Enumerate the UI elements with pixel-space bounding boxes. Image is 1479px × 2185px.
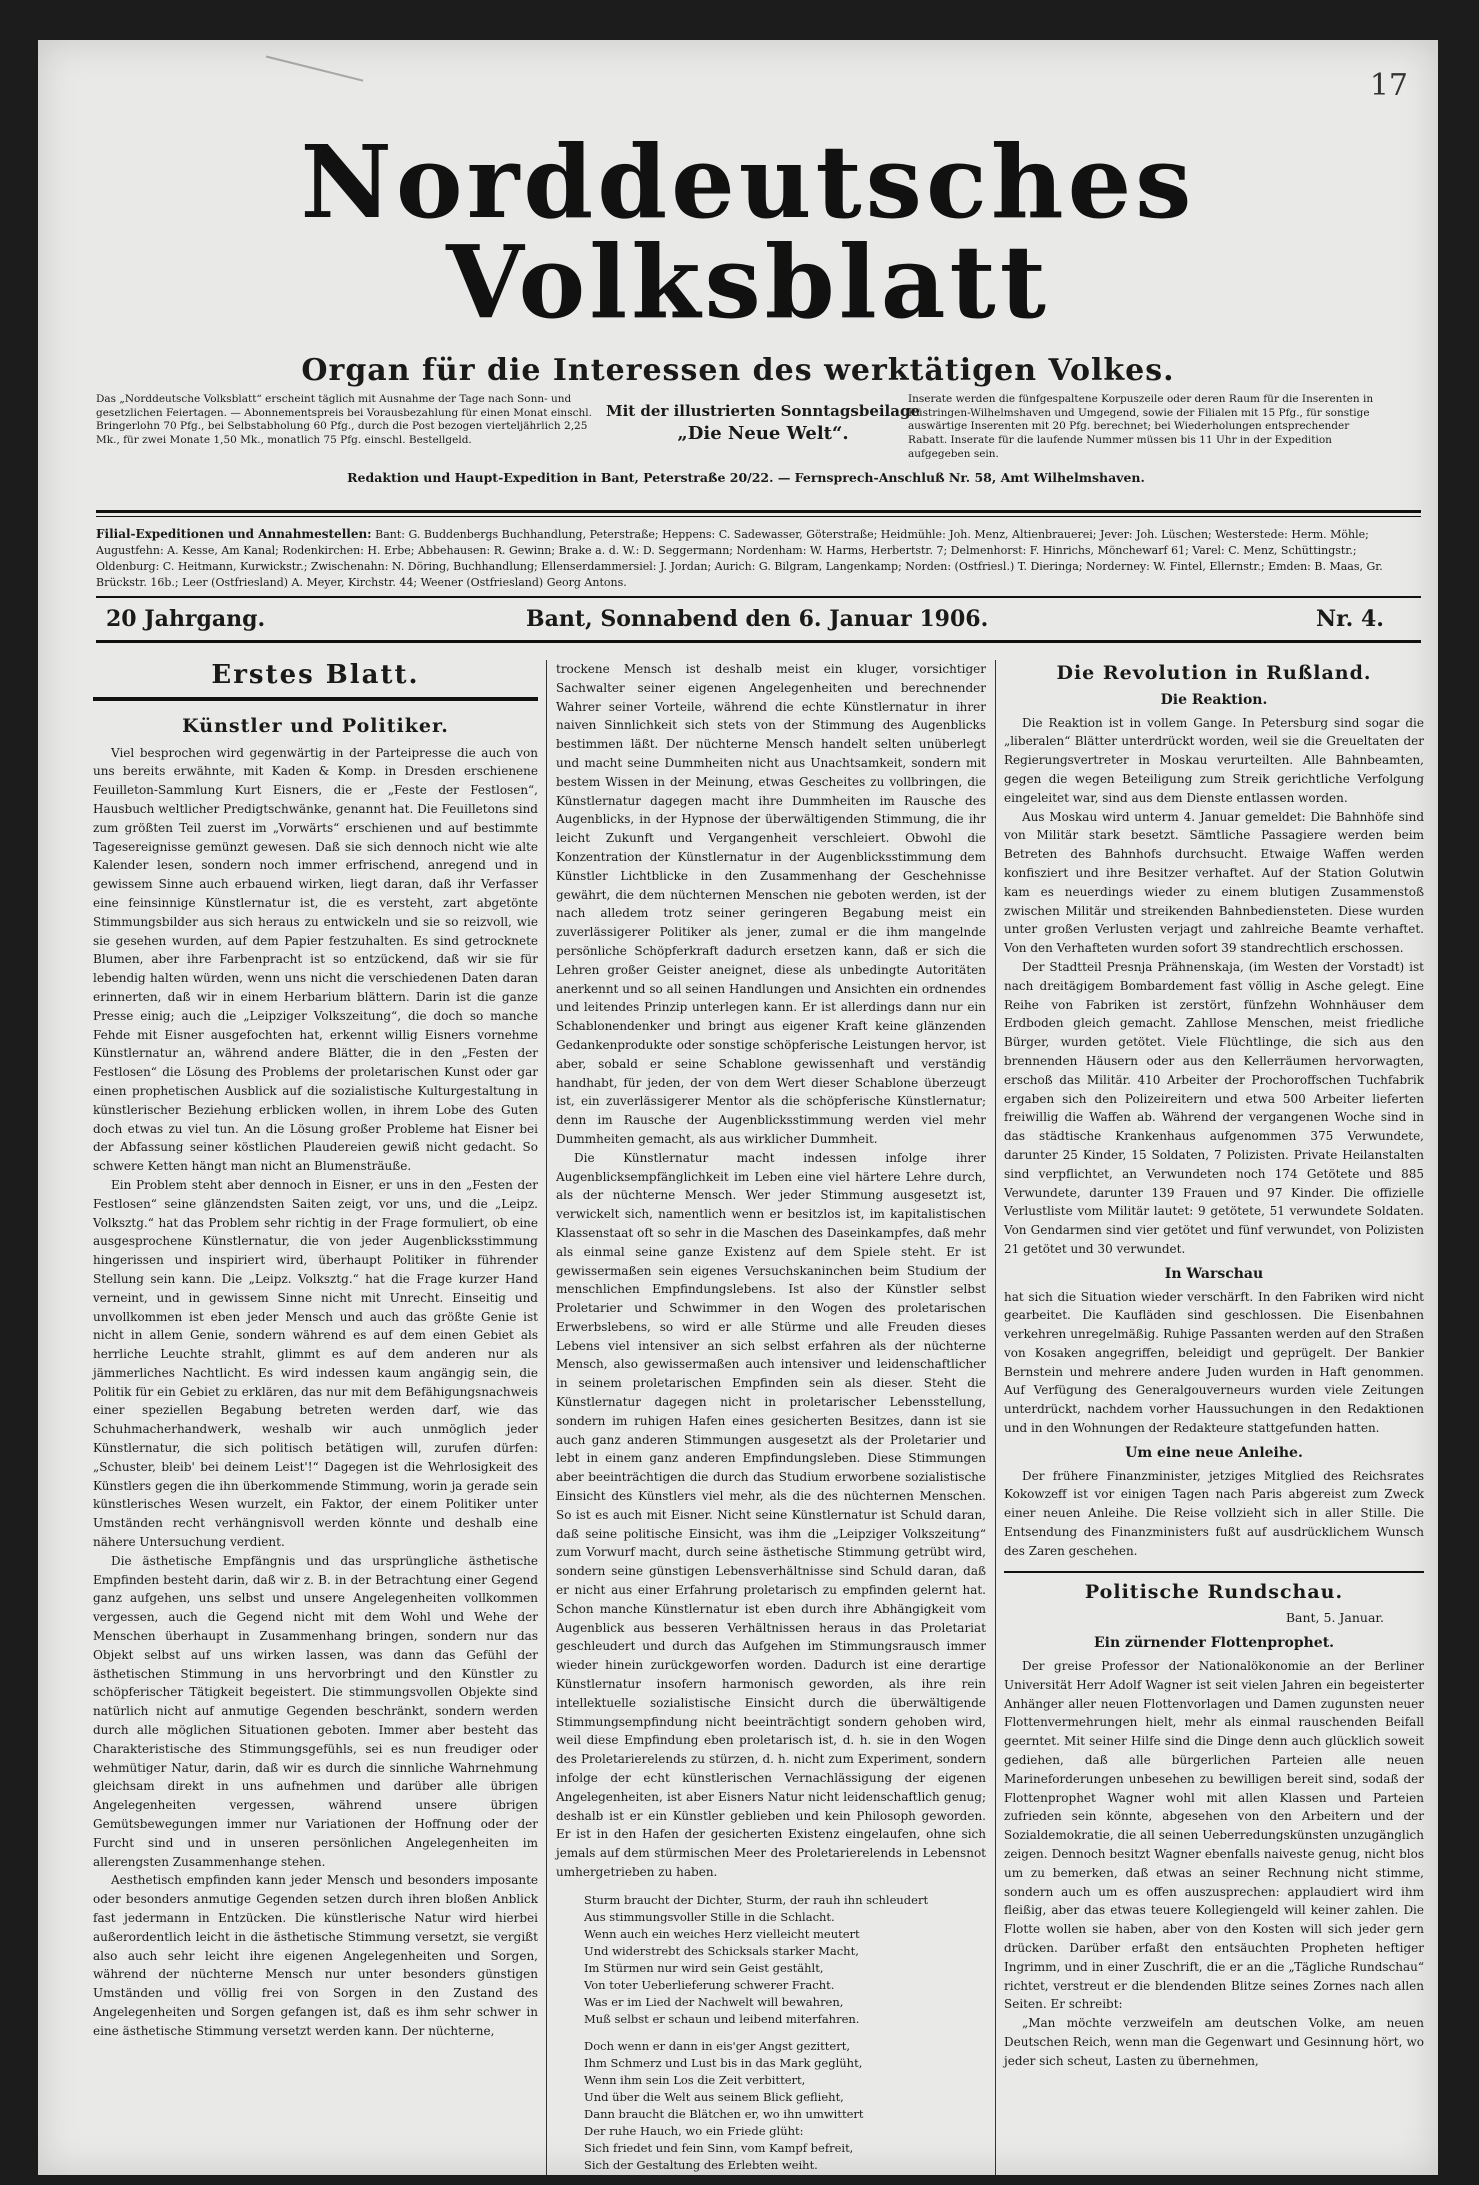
poem-line: Ihm Schmerz und Lust bis in das Mark geglüht, xyxy=(584,2055,863,2070)
article-title: Künstler und Politiker. xyxy=(182,714,449,737)
poem-line: Der ruhe Hauch, wo ein Friede glüht: xyxy=(584,2123,804,2138)
paragraph: trockene Mensch ist deshalb meist ein kluger, vorsichtiger Sachwalter seiner eigenen Angelegenheiten und berechnender Wahrer seiner Vorteile, während die echte Künstlernatur in ihrer naiven Sinnlichkeit sich stets von der Stimmung des Augenblicks bestimmen läßt. Der nüchterne Mensch handelt selten unüberlegt und macht seine Dummheiten nicht aus Unachtsamkeit, sondern mit bestem Wissen in der Meinung, etwas Gescheites zu vollbringen, die Künstlernatur dagegen macht ihre Dummheiten im Rausche des Augenblicks, in der Hypnose der überwältigenden Stimmung, die ihr leicht Zukunft und Vergangenheit verschleiert. Obwohl die Konzentration der Künstlernatur in der Augenblicksstimmung dem Künstler Lichtblicke in den Zusammenhang der Geschehnisse gewährt, die dem nüchternen Menschen nie geboten werden, ist der nach alledem trotz seiner geringeren Begabung meist ein zuverlässigerer Politiker als jener, zumal er die ihm mangelnde persönliche Schöpferkraft dadurch ersetzen kann, daß er sich die Lehren großer Geister aneignet, diese als unbedingte Autoritäten anerkennt und so all seinen Handlungen und Ansichten ein ordnendes und leitendes Prinzip unterlegen kann. Er ist allerdings dann nur ein Schablonendenker und bringt aus eigener Kraft keine glänzenden Gedankenprodukte oder sonstige schöpferische Leistungen hervor, ist aber, sobald er seine Schablone gewissenhaft und verständig handhabt, für jeden, der von dem Wert dieser Schablone überzeugt ist, ein zuverlässigerer Mentor als die schöpferische Künstlernatur; denn im Rausche der Augenblicksstimmung werden viel mehr Dummheiten gemacht, als aus wirklicher Dummheit. xyxy=(556,662,986,1146)
column-2 xyxy=(556,660,986,2174)
paragraph: „Man möchte verzweifeln am deutschen Volke, am neuen Deutschen Reich, wenn man die Gegenwart und Gesinnung hört, wo jeder sich scheut, Lasten zu übernehmen, xyxy=(1004,2016,1424,2068)
poem-line: Was er im Lied der Nachwelt will bewahren, xyxy=(584,1994,844,2009)
poem-line: Im Stürmen nur wird sein Geist gestählt, xyxy=(584,1960,824,1975)
poem-line: Dann braucht die Blätchen er, wo ihn umwittert xyxy=(584,2106,864,2121)
poem-line: Und widerstrebt des Schicksals starker Macht, xyxy=(584,1943,859,1958)
supplement-line: Mit der illustrierten Sonntagsbeilage xyxy=(605,402,921,420)
paragraph: Der Stadtteil Presnja Prähnenskaja, (im Westen der Vorstadt) ist nach dreitägigem Bombardement fast völlig in Asche gelegt. Eine Reihe von Fabriken ist zerstört, fünfzehn Wohnhäuser dem Erdboden gleich gemacht. Zahllose Menschen, meist friedliche Bürger, wurden getötet. Viele Flüchtlinge, die sich aus den brennenden Häusern oder aus den Kellerräumen hervorwagten, erschoß das Militär. 410 Arbeiter der Prochoroffschen Tuchfabrik ergaben sich den Polizeireitern und etwa 500 Arbeiter lieferten freiwillig die Waffen ab. Während der vergangenen Woche sind in das städtische Krankenhaus aufgenommen 375 Verwundete, darunter 25 Kinder, 15 Soldaten, 7 Polizisten. Private Heilanstalten sind verpflichtet, an Verwundeten noch 174 Getötete und 885 Verwundete, darunter 139 Frauen und 97 Kinder. Die offizielle Verlustliste vom Militär lautet: 9 getötete, 51 verwundete Soldaten. Von Gendarmen sind vier getötet und fünf verwundet, von Polizisten 21 getötet und 30 verwundet. xyxy=(1004,959,1424,1256)
filial-list xyxy=(96,526,1416,591)
paragraph: Die Künstlernatur macht indessen infolge ihrer Augenblicksempfänglichkeit im Leben eine viel härtere Lehre durch, als der nüchterne Mensch. Wer jeder Stimmung ausgesetzt ist, verwickelt sich, namentlich wenn er besitzlos ist, im kapitalistischen Klassenstaat oft so sehr in die Maschen des Daseinkampfes, daß mehr als einmal seine ganze Existenz auf dem Spiele steht. Er ist gewissermaßen sein eigenes Versuchskaninchen beim Studium der menschlichen Empfindungslebens. Ist also der Künstler selbst Proletarier und Schwimmer in den Wogen des proletarischen Erwerbslebens, so wird er alle Stürme und alle Freuden dieses Lebens viel intensiver an sich selbst erfahren als der nüchterne Mensch, also gewissermaßen auch intensiver und leidenschaftlicher in seinem proletarischen Empfinden sein als dieser. Steht die Künstlernatur dagegen nicht in proletarischer Lebensstellung, sondern im ruhigen Hafen eines gesicherten Besitzes, dann ist sie auch ganz anderen Stimmungen ausgesetzt als der Proletarier und lebt in einem ganz anderen Empfindungsleben. Diese Stimmungen aber beeinträchtigen die durch das Studium erworbene sozialistische Einsicht des Künstlers viel mehr, als die des nüchternen Menschen. So ist es auch mit Eisner. Nicht seine Künstlernatur ist Schuld daran, daß seine politische Einsicht, was ihm die „Leipziger Volkszeitung“ zum Vorwurf macht, durch seine ästhetische Stimmung getrübt wird, sondern seine günstigen Lebensverhältnisse sind Schuld daran, daß er nicht aus einer Erfahrung proletarisch zu empfinden gelernt hat. Schon manche Künstlernatur ist eben durch ihre Abhängigkeit vom Augenblick aus besseren Verhältnissen heraus in das Proletariat geschleudert und durch das Aufgehen im Stimmungsrausch immer wieder hinein zurückgeworfen worden. Dadurch ist eine derartige Künstlernatur insofern harmonisch geworden, als ihre rein intellektuelle sozialistische Einsicht durch die überwältigende Stimmungsempfindung nicht beeinträchtigt sondern gehoben wird, weil diese Empfindung eben proletarisch ist, d. h. sie in den Wogen des Proletarierelends zu stürzen, d. h. nicht zum Experiment, sondern infolge der echt künstlerischen Vernachlässigung der eigenen Angelegenheiten, ist aber Eisners Natur nicht leidenschaftlich genug; deshalb ist er ein Künstler geblieben und kein Philosoph geworden. Er ist in den Hafen der gesicherten Existenz eingelaufen, ohne sich jemals auf dem stürmischen Meer des Proletarierelends in Lebensnot umhergetrieben zu haben. xyxy=(556,1150,986,1879)
masthead-subtitle: Organ für die Interessen des werktätigen Volkes. xyxy=(301,353,1175,388)
column-divider-2 xyxy=(995,660,996,2175)
subheading-flottenprophet: Ein zürnender Flottenprophet. xyxy=(1093,1635,1335,1652)
rule-dateline-bottom xyxy=(96,640,1421,643)
column-1 xyxy=(93,660,538,2041)
poem xyxy=(584,1892,986,2174)
subheading-anleihe: Um eine neue Anleihe. xyxy=(1125,1444,1303,1461)
issue-number: Nr. 4. xyxy=(1316,606,1384,632)
section-rule xyxy=(1004,1571,1424,1573)
dateplace: Bant, 5. Januar. xyxy=(1285,1610,1384,1626)
poem-line: Sich der Gestaltung des Erlebten weiht. xyxy=(584,2157,818,2172)
supplement-name: „Die Neue Welt“. xyxy=(677,422,849,444)
column-divider-1 xyxy=(546,660,547,2175)
poem-line: Und über die Welt aus seinem Blick geflieht, xyxy=(584,2089,844,2104)
filial-label: Filial-Expeditionen und Annahmestellen: xyxy=(96,527,372,541)
rule-top xyxy=(96,510,1421,513)
rule-top-thin xyxy=(96,516,1421,517)
supplement-info xyxy=(583,402,943,445)
revolution-heading: Die Revolution in Rußland. xyxy=(1056,662,1372,684)
newspaper-page xyxy=(38,40,1438,2175)
page-number: 17 xyxy=(1369,68,1408,103)
paragraph: Die ästhetische Empfängnis und das ursprüngliche ästhetische Empfinden besteht darin, daß wir z. B. in der Betrachtung einer Gegend ganz aufgehen, uns selbst und unsere Angelegenheiten vollkommen vergessen, auch die Gegend nicht mit dem Wohl und Wehe der Menschen überhaupt in Zusammenhang bringen, sondern nur das Objekt selbst auf uns wirken lassen, was dann das Gefühl der ästhetischen Stimmung in uns hervorbringt und den Künstler zu schöpferischer Tätigkeit begeistert. Die stimmungsvollen Objekte sind natürlich nicht auf anmutige Gegenden beschränkt, sondern werden durch alle möglichen Situationen geboten. Immer aber besteht das Charakteristische des Stimmungsgefühls, sei es nun freudiger oder wehmütiger Natur, darin, daß wir es durch die sinnliche Wahrnehmung gleichsam direkt in uns aufnehmen und darüber alle übrigen Angelegenheiten vergessen, während unsere übrigen Gemütsbewegungen immer nur Variationen der Hoffnung oder der Furcht sind und in unseren persönlichen Angelegenheiten im allerengsten Zusammenhange stehen. xyxy=(93,1553,538,1869)
poem-line: Sturm braucht der Dichter, Sturm, der rauh ihn schleudert xyxy=(584,1892,929,1907)
poem-line: Sich friedet und fein Sinn, vom Kampf befreit, xyxy=(584,2140,854,2155)
paragraph: hat sich die Situation wieder verschärft. In den Fabriken wird nicht gearbeitet. Die Kaufläden sind geschlossen. Die Eisenbahnen verkehren unregelmäßig. Ruhige Passanten werden auf den Straßen von Kosaken angegriffen, beleidigt und geprügelt. Der Bankier Bernstein und mehrere andere Juden wurden in Haft genommen. Auf Verfügung des Generalgouverneurs wurden viele Zeitungen unterdrückt, nachdem vorher Haussuchungen in den Redaktionen und in den Wohnungen der Redakteure stattgefunden hatten. xyxy=(1004,1289,1424,1436)
subheading-reaktion: Die Reaktion. xyxy=(1160,691,1268,708)
paragraph: Ein Problem steht aber dennoch in Eisner, er uns in den „Festen der Festlosen“ seine glänzendsten Saiten zeigt, vor uns, und die „Leipz. Volksztg.“ hat das Problem sehr richtig in der Frage formuliert, ob eine ausgesprochene Künstlernatur, die von jeder Augenblicksstimmung hingerissen und inspiriert wird, überhaupt Politiker in führender Stellung sein kann. Die „Leipz. Volksztg.“ hat die Frage kurzer Hand verneint, und in gewissem Sinne nicht mit Unrecht. Einseitig und unvollkommen ist eben jeder Mensch und auch das größte Genie ist nicht in allem Genie, sondern während es auf dem einen Gebiet als herrliche Leuchte strahlt, glimmt es auf dem anderen nur als jämmerliches Nachtlicht. Es wird indessen kaum angängig sein, die Politik für ein Gebiet zu erklären, das nur mit dem Befähigungsnachweis einer speziellen Begabung betreten werden darf, wie das Schuhmacherhandwerk, weshalb wir auch unmöglich jeder Künstlernatur, die sich politisch betätigen will, zurufen dürfen: „Schuster, bleib' bei deinem Leist'!“ Dagegen ist die Wehrlosigkeit des Künstlers gegen die ihn überkommende Stimmung, worin ja gerade sein künstlerisches Wesen wurzelt, ein Faktor, der einem Politiker unter Umständen recht verhängnisvoll werden könnte und deshalb eine nähere Untersuchung verdient. xyxy=(93,1177,538,1550)
paragraph: Der frühere Finanzminister, jetziges Mitglied des Reichsrates Kokowzeff ist vor einigen Tagen nach Paris abgereist zum Zweck einer neuen Anleihe. Die Reise vollzieht sich in aller Stille. Die Entsendung des Finanzministers fußt auf ausdrücklichem Wunsch des Zaren geschehen. xyxy=(1004,1468,1424,1558)
subscription-info: Das „Norddeutsche Volksblatt“ erscheint täglich mit Ausnahme der Tage nach Sonn- und gesetzlichen Feiertagen. — Abonnementspreis bei Vorausbezahlung für einen Monat einschl. Bringerlohn 70 Pfg., bei Selbstabholung 60 Pfg., durch die Post bezogen vierteljährlich 2,25 Mk., für zwei Monate 1,50 Mk., monatlich 75 Pfg. einschl. Bestellgeld. xyxy=(96,393,592,446)
rule-dateline-top xyxy=(96,596,1421,598)
column-3 xyxy=(1004,660,1424,2071)
paragraph: Die Reaktion ist in vollem Gange. In Petersburg sind sogar die „liberalen“ Blätter unterdrückt worden, weil sie die Greueltaten der Regierungsvertreter in Moskau verurteilten. Alle Bahnbeamten, gegen die wegen Beteiligung zum Streik gerichtliche Verfolgung eingeleitet war, sind aus dem Dienste entlassen worden. xyxy=(1004,715,1424,805)
filial-text: Bant: G. Buddenbergs Buchhandlung, Peterstraße; Heppens: C. Sadewasser, Göterstraße; Heidmühle: Joh. Menz, Altienbrauerei; Jever: Joh. Lüschen; Westerstede: Herm. Möhle; Augustfehn: A. Kesse, Am Kanal; Rodenkirchen: H. Erbe; Abbehausen: R. Gewinn; Brake a. d. W.: D. Seggermann; Nordenham: W. Harms, Herbertstr. 7; Delmenhorst: F. Hinrichs, Mönchewarf 61; Varel: C. Menz, Schüttingstr.; Oldenburg: C. Heitmann, Kurwickstr.; Zwischenahn: N. Döring, Buchhandlung; Ellenserdammersiel: J. Jordan; Aurich: G. Bilgram, Langenkamp; Norden: (Ostfriesl.) T. Dieringa; Norderney: W. Fintel, Ellernstr.; Emden: B. Maas, Gr. Brückstr. 16b.; Leer (Ostfriesland) A. Meyer, Kirchstr. 44; Weener (Ostfriesland) Georg Antons. xyxy=(96,528,1383,590)
ink-mark xyxy=(266,40,370,82)
poem-line: Wenn auch ein weiches Herz vielleicht meutert xyxy=(584,1926,860,1941)
poem-line: Muß selbst er schaun und leibend miterfahren. xyxy=(584,2011,860,2026)
section-heading: Erstes Blatt. xyxy=(211,660,420,690)
redaktion-line: Redaktion und Haupt-Expedition in Bant, Peterstraße 20/22. — Fernsprech-Anschluß Nr. 58, Amt Wilhelmshaven. xyxy=(347,470,1145,485)
stanza-gap xyxy=(584,2028,986,2038)
jahrgang: 20 Jahrgang. xyxy=(106,606,266,632)
masthead-title: Norddeutsches Volksblatt xyxy=(300,123,1196,341)
paragraph: Aesthetisch empfinden kann jeder Mensch und besonders imposante oder besonders anmutige Gegenden setzen durch ihren bloßen Anblick fast jedermann in Entzücken. Die künstlerische Natur wird hierbei außerordentlich leicht in die ästhetische Stimmung versetzt, sie vergißt also auch sehr leicht ihre eigenen Angelegenheiten und Sorgen, während der nüchterne Mensch nur unter besonders günstigen Umständen und völlig frei von Sorgen in den Zustand des Angelegenheiten und Sorgen gefangen ist, daß es ihm sehr schwer in eine ästhetische Stimmung versetzt werden kann. Der nüchterne, xyxy=(93,1873,538,2038)
paragraph: Viel besprochen wird gegenwärtig in der Parteipresse die auch von uns bereits erwähnte, mit Kaden & Komp. in Dresden erschienene Feuilleton-Sammlung Kurt Eisners, die er „Feste der Festlosen“, Hausbuch weltlicher Predigtschwänke, genannt hat. Die Feuilletons sind zum größten Teil zuerst im „Vorwärts“ erschienen und auf bestimmte Tagesereignisse gemünzt gewesen. Daß sie sich dennoch nicht wie alte Kalender lesen, sondern noch immer erfrischend, anregend und in gewissem Sinne auch erbauend wirken, liegt daran, daß ihr Verfasser eine feinsinnige Künstlernatur ist, die es versteht, zart abgetönte Stimmungsbilder aus sich heraus zu entwickeln und sie so reizvoll, wie sie gesehen wurden, auf dem Papier festzuhalten. Es sind getrocknete Blumen, aber ihre Farbenpracht ist so entzückend, daß wir sie für lebendig halten würden, wenn uns nicht die verschiedenen Daten daran erinnerten, daß wir in einem Herbarium blättern. Darin ist die ganze Presse einig; auch die „Leipziger Volkszeitung“, die doch so manche Fehde mit Eisner ausgefochten hat, erkennt willig Eisners vornehme Künstlernatur an, während andere Blätter, die in den „Festen der Festlosen“ die Lösung des Problems der proletarischen Kunst oder gar einen prophetischen Ausblick auf die sozialistische Kulturgestaltung in künstlerischer Beziehung erblicken wollen, in ihrem Lobe des Guten doch etwas zu viel tun. An die Lösung großer Probleme hat Eisner bei der Abfassung seiner köstlichen Plaudereien gewiß nicht gedacht. So schwere Ketten hängt man nicht an Blumensträuße. xyxy=(93,745,538,1174)
poem-line: Doch wenn er dann in eis'ger Angst gezittert, xyxy=(584,2038,850,2053)
subheading-warschau: In Warschau xyxy=(1164,1265,1264,1282)
issue-date: Bant, Sonnabend den 6. Januar 1906. xyxy=(526,606,989,632)
rundschau-heading: Politische Rundschau. xyxy=(1084,1580,1344,1603)
heading-rule xyxy=(93,697,538,701)
poem-line: Wenn ihm sein Los die Zeit verbittert, xyxy=(584,2072,806,2087)
poem-line: Aus stimmungsvoller Stille in die Schlacht. xyxy=(584,1909,835,1924)
paragraph: Der greise Professor der Nationalökonomie an der Berliner Universität Herr Adolf Wagner ist seit vielen Jahren ein begeisterter Anhänger aller neuen Flottenvorlagen und Damen zugunsten neuer Flottenvermehrungen hielt, mehr als einmal rauschenden Beifall geerntet. Mit seiner Hilfe sind die Dinge denn auch glücklich soweit gediehen, daß alle bürgerlichen Parteien alle neuen Marineforderungen unbesehen zu bewilligen bereit sind, sodaß der Flottenprophet Wagner wohl mit allen Klassen und Parteien zufrieden sein könnte, abgesehen von den Arbeitern und der Sozialdemokratie, die all seinen Ueberredungskünsten unzugänglich zeigen. Dennoch besitzt Wagner ebenfalls naiveste genug, nicht blos um zu bemerken, daß etwas an seiner Rechnung nicht stimme, sondern auch um es offen auszusprechen: applaudiert wird ihm fleißig, aber das etwas teuere Kollegiengeld will keiner zahlen. Die Flotte wollen sie haben, aber von den Kosten will sich jeder gern drücken. Darüber erfaßt den entsäuchten Propheten heftiger Ingrimm, und in einer Zuschrift, die er an die „Tägliche Rundschau“ richtet, verstreut er die blendenden Blitze seines Zornes nach allen Seiten. Er schreibt: xyxy=(1004,1659,1424,2012)
advertising-info: Inserate werden die fünfgespaltene Korpuszeile oder deren Raum für die Inserenten in Rüstringen-Wilhelmshaven und Umgegend, sowie der Filialen mit 15 Pfg., für sonstige auswärtige Inserenten mit 20 Pfg. berechnet; bei Wiederholungen entsprechender Rabatt. Inserate für die laufende Nummer müssen bis 11 Uhr in der Expedition aufgegeben sein. xyxy=(908,393,1374,460)
paragraph: Aus Moskau wird unterm 4. Januar gemeldet: Die Bahnhöfe sind von Militär stark besetzt. Sämtliche Passagiere werden beim Betreten des Bahnhofs durchsucht. Etwaige Waffen werden konfisziert und ihre Besitzer verhaftet. Auf der Station Golutwin kam es neuerdings wieder zu einem blutigen Zusammenstoß zwischen Militär und streikenden Bahnbediensteten. Diese wurden unter großen Verlusten verjagt und zahlreiche Beamte verhaftet. Von den Verhafteten wurden sofort 39 standrechtlich erschossen. xyxy=(1004,809,1424,956)
poem-line: Von toter Ueberlieferung schwerer Fracht. xyxy=(584,1977,835,1992)
